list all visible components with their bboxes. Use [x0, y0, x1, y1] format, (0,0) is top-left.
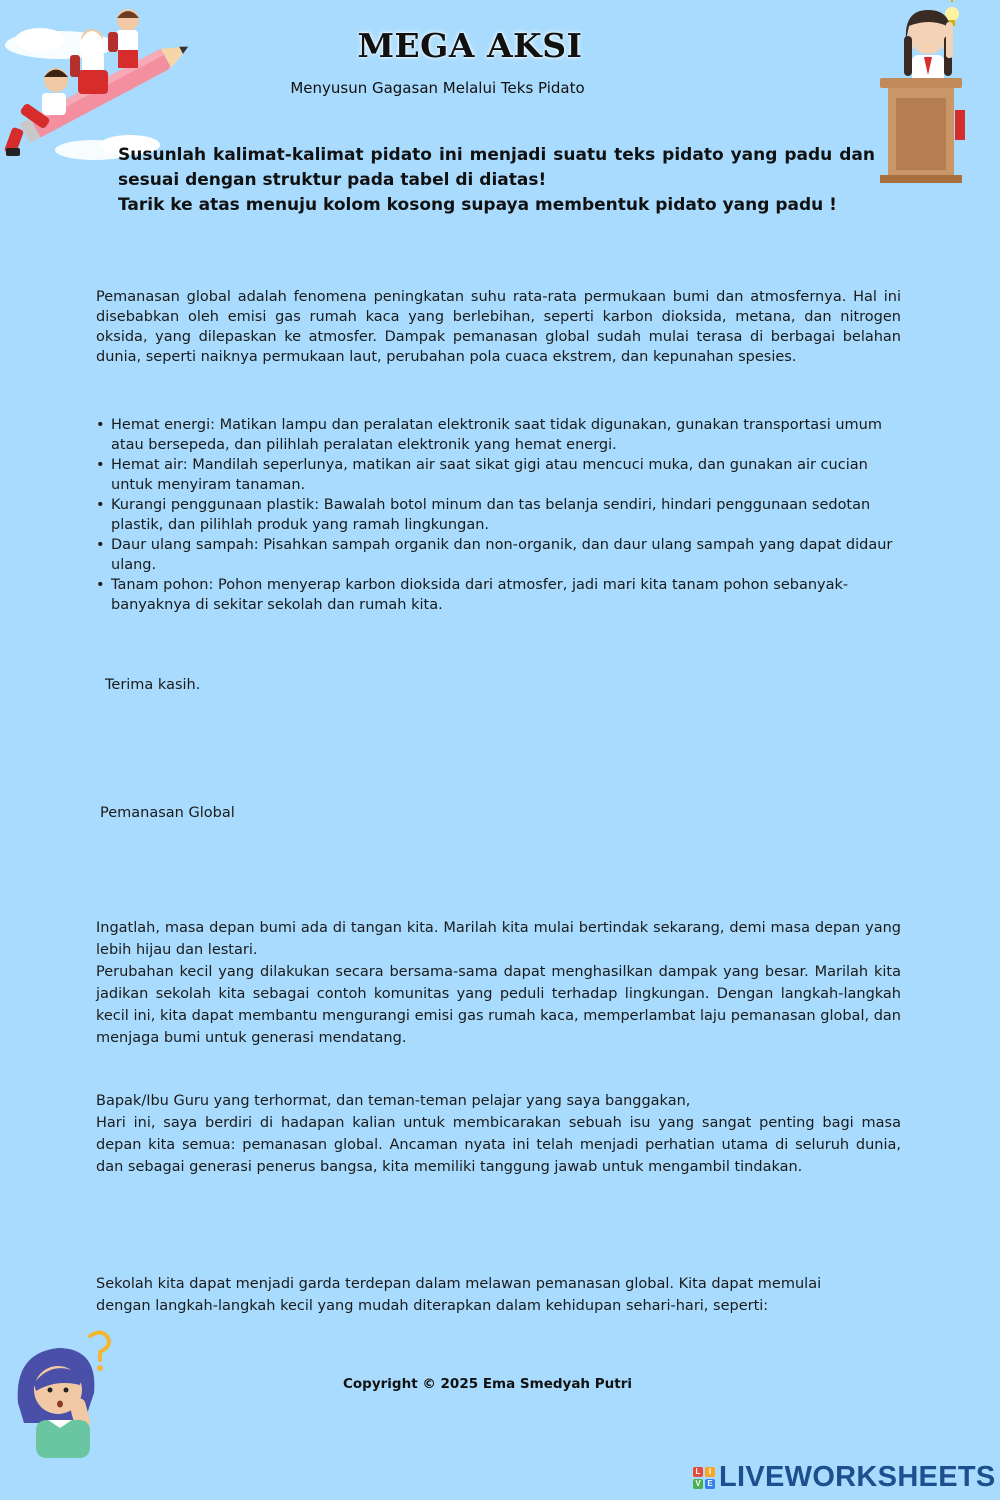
- closing-line: Perubahan kecil yang dilakukan secara bersama-sama dapat menghasilkan dampak yang besar. Marilah kita jadikan sekolah kita sebagai contoh komunitas yang peduli terhadap lingkungan. Dengan langkah-langkah kecil ini, kita dapat membantu mengurangi emisi gas rumah kaca, memperlambat laju pemanasan global, dan menjaga bumi untuk generasi mendatang.: [96, 964, 901, 1046]
- instruction-line: Tarik ke atas menuju kolom kosong supaya membentuk pidato yang padu !: [118, 195, 837, 215]
- draggable-tile-thanks[interactable]: Terima kasih.: [105, 677, 201, 693]
- draggable-tile-closing[interactable]: [96, 917, 901, 1049]
- page-subtitle: Menyusun Gagasan Melalui Teks Pidato: [290, 79, 585, 97]
- list-item: • Hemat air: Mandilah seperlunya, matikan air saat sikat gigi atau mencuci muka, dan gunakan air cucian untuk menyiram tanaman.: [96, 455, 901, 495]
- liveworksheets-logo[interactable]: [693, 1461, 996, 1494]
- draggable-tile-opening[interactable]: [96, 1090, 901, 1178]
- instructions: [118, 143, 875, 218]
- girl-at-podium-illustration: [870, 0, 980, 190]
- list-item: • Daur ulang sampah: Pisahkan sampah organik dan non-organik, dan daur ulang sampah yang dapat didaur ulang.: [96, 535, 901, 575]
- logo-grid-icon: L I V E: [693, 1467, 715, 1489]
- thinking-girl-illustration: [10, 1328, 120, 1458]
- greeting-line: Bapak/Ibu Guru yang terhormat, dan teman-teman pelajar yang saya banggakan,: [96, 1093, 691, 1109]
- copyright-text: Copyright © 2025 Ema Smedyah Putri: [342, 1376, 632, 1392]
- instruction-line: Susunlah kalimat-kalimat pidato ini menjadi suatu teks pidato yang padu dan: [118, 145, 875, 165]
- instruction-line: sesuai dengan struktur pada tabel di diatas!: [118, 170, 547, 190]
- draggable-tile-school-role[interactable]: Sekolah kita dapat menjadi garda terdepan dalam melawan pemanasan global. Kita dapat memulai dengan langkah-langkah kecil yang mudah diterapkan dalam kehidupan sehari-hari, seperti:: [96, 1276, 822, 1314]
- list-item: • Hemat energi: Matikan lampu dan peralatan elektronik saat tidak digunakan, gunakan transportasi umum atau bersepeda, dan pilihlah peralatan elektronik yang hemat energi.: [96, 415, 901, 455]
- logo-text: LIVEWORKSHEETS: [719, 1461, 996, 1493]
- list-item: • Tanam pohon: Pohon menyerap karbon dioksida dari atmosfer, jadi mari kita tanam pohon sebanyak-banyaknya di sekitar sekolah dan rumah kita.: [96, 575, 901, 615]
- list-item: • Kurangi penggunaan plastik: Bawalah botol minum dan tas belanja sendiri, hindari penggunaan sedotan plastik, dan pilihlah produk yang ramah lingkungan.: [96, 495, 901, 535]
- page-title: MEGA AKSI: [357, 26, 583, 65]
- opening-line: Hari ini, saya berdiri di hadapan kalian untuk membicarakan sebuah isu yang sangat penting bagi masa depan kita semua: pemanasan global. Ancaman nyata ini telah menjadi perhatian utama di seluruh dunia, dan sebagai generasi penerus bangsa, kita memiliki tanggung jawab untuk mengambil tindakan.: [96, 1115, 901, 1175]
- draggable-tile-speech-title[interactable]: Pemanasan Global: [100, 805, 235, 821]
- draggable-tile-global-warming-intro[interactable]: Pemanasan global adalah fenomena peningkatan suhu rata-rata permukaan bumi dan atmosfernya. Hal ini disebabkan oleh emisi gas rumah kaca yang berlebihan, seperti karbon dioksida, metana, dan nitrogen oksida, yang dilepaskan ke atmosfer. Dampak pemanasan global sudah mulai terasa di berbagai belahan dunia, seperti naiknya permukaan laut, perubahan pola cuaca ekstrem, dan kepunahan spesies.: [96, 289, 901, 365]
- closing-line: Ingatlah, masa depan bumi ada di tangan kita. Marilah kita mulai bertindak sekarang, demi masa depan yang lebih hijau dan lestari.: [96, 920, 901, 958]
- draggable-tile-action-list[interactable]: [96, 415, 901, 615]
